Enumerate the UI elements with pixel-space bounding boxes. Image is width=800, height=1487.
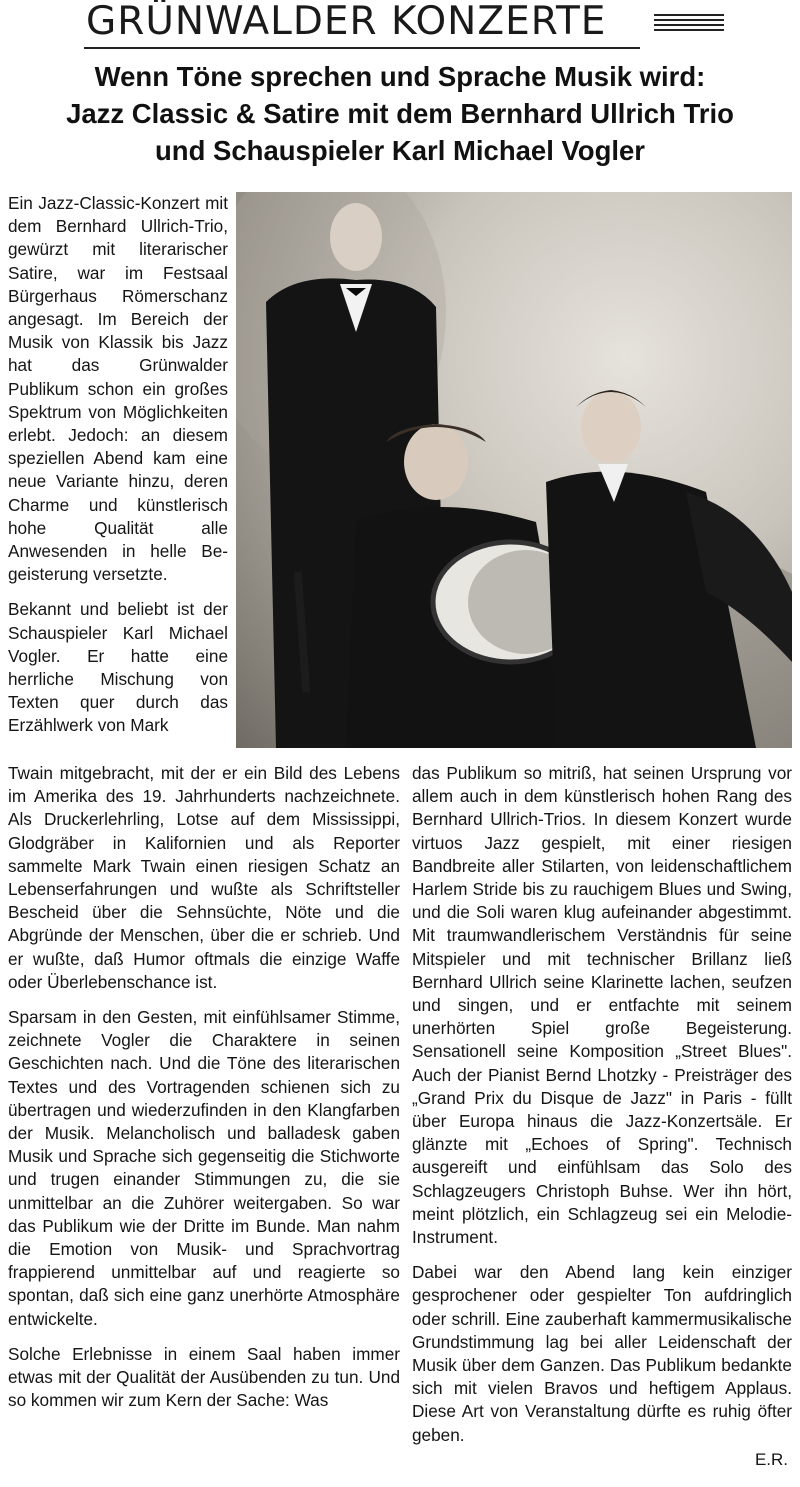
paragraph-6: Dabei war den Abend lang kein einziger gesprochener oder gespielter Ton aufdringlich oder schrill. Eine zauberhaft kammermusikalische Grundstimmung lag bei aller Leidenschaft der Musik über dem Ganzen. Das Publikum bedankte sich mit vielen Bravos und heftigem Applaus. Diese Art von Veranstaltung dürfte es ruhig öfter geben. — [412, 1262, 792, 1445]
trio-photo — [236, 192, 792, 748]
paragraph-4: Solche Erlebnisse in einem Saal haben immer etwas mit der Qualität der Ausübenden zu tun. Und so kommen wir zum Kern der Sache: Was — [8, 1343, 400, 1411]
headline-line-1: Wenn Töne sprechen und Sprache Musik wird: — [94, 61, 706, 92]
headline-line-2: Jazz Classic & Satire mit dem Bernhard Ullrich Trio — [66, 98, 734, 129]
paragraph-2-continued: Twain mitgebracht, mit der er ein Bild des Lebens im Amerika des 19. Jahrhunderts nachzeichnete. Als Druckerlehrling, Lotse auf dem Mississippi, Glodgräber in Kalifornien und als Reporter sammelte Mark Twain einen riesigen Schatz an Lebenserfahrungen und wußte als Schriftsteller Bescheid über die Sehnsüchte, Nöte und die Abgründe der Menschen, über die er schrieb. Und er wußte, daß Humor oftmals die einzige Waffe oder Überlebenschance ist. — [8, 763, 400, 992]
column-left-bottom — [8, 762, 400, 1424]
headline — [0, 58, 800, 169]
masthead-title: GRÜNWALDER KONZERTE — [86, 0, 607, 44]
masthead-rule — [84, 47, 640, 49]
paragraph-5: das Publikum so mitriß, hat seinen Ursprung vor allem auch in dem künstlerisch hohen Rang des Bernhard Ullrich-Trios. In diesem Konzert wurde virtuos Jazz gespielt, mit einer riesigen Bandbreite aller Stilarten, von leidenschaftlichem Harlem Stride bis zu rauchigem Blues und Swing, und die Soli waren klug aufeinander abgestimmt. Mit traumwandlerischem Verständnis für seine Mitspieler und mit technischer Brillanz ließ Bernhard Ullrich seine Klarinette lachen, seufzen und singen, und er entfachte mit seinem unerhörten Spiel große Begeisterung. Sensationell seine Komposition „Street Blues". Auch der Pianist Bernd Lhotzky - Preisträger des „Grand Prix du Disque de Jazz" in Paris - füllt über Europa hinaus die Jazz-Konzertsäle. Er glänzte mit „Echoes of Spring". Technisch ausgereift und einfühlsam das Solo des Schlagzeugers Christoph Buhse. Wer ihn hört, meint plötzlich, ein Schlagzeug sei ein Melodie-Instrument. — [412, 763, 792, 1248]
headline-line-3: und Schauspieler Karl Michael Vogler — [154, 135, 646, 166]
column-left-top — [8, 192, 228, 750]
trio-photo-illustration — [236, 192, 792, 748]
masthead-lines-ornament — [654, 14, 724, 38]
paragraph-3: Sparsam in den Gesten, mit einfühlsamer Stimme, zeichnete Vogler die Charaktere in seinen Geschichten nach. Und die Töne des literarischen Textes und des Vortragenden schienen sich zu übertragen und wiederzufinden in den Klangfarben der Musik. Melancholisch und balladesk gaben Musik und Sprache sich gegenseitig die Stichworte und trugen einander Stimmungen zu, die sie unmittelbar an die Zuhörer weitergaben. So war das Publikum wie der Dritte im Bunde. Man nahm die Emotion von Musik- und Sprachvortrag frappierend unmittelbar auf und reagierte so spontan, daß sich eine ganz unerhörte Atmosphäre entwickelte. — [8, 1007, 400, 1329]
author-initials: E.R. — [754, 1450, 788, 1469]
masthead — [84, 0, 724, 46]
column-right — [412, 762, 792, 1459]
paragraph-2-start: Bekannt und beliebt ist der Schauspieler Karl Michael Vogler. Er hatte eine herrliche Mischung von Texten quer durch das Erzählwerk von Mark — [8, 599, 228, 736]
paragraph-1: Ein Jazz-Classic-Konzert mit dem Bernhard Ullrich-Trio, gewürzt mit literarischer Satire, war im Festsaal Bürgerhaus Römerschanz angesagt. Im Bereich der Musik von Klassik bis Jazz hat das Grünwalder Publikum schon ein großes Spektrum von Möglichkeiten erlebt. Jedoch: an diesem speziellen Abend kam eine neue Variante hinzu, deren Charme und künstlerisch hohe Qualität alle Anwesenden in helle Begeisterung versetzte. — [8, 193, 228, 585]
